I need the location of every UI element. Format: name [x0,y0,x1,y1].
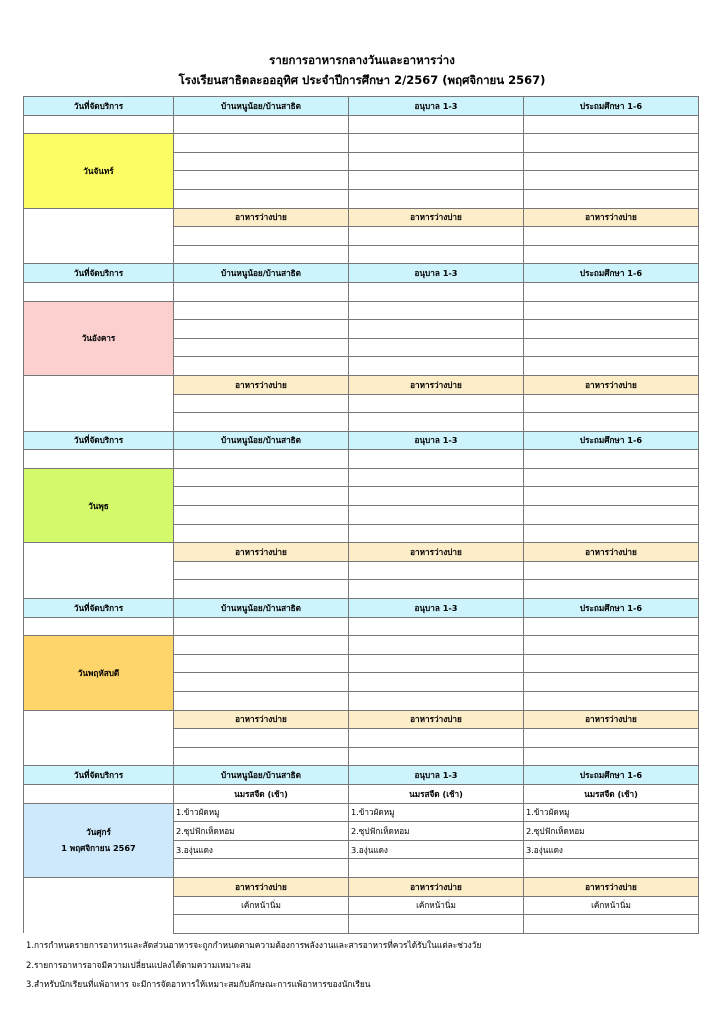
menu-cell [524,227,699,246]
menu-cell [174,357,349,376]
menu-cell [349,692,524,711]
menu-cell [349,468,524,487]
col-kinder-header: อนุบาล 1-3 [349,599,524,618]
menu-cell [524,338,699,357]
friday-name: วันศุกร์ [86,827,111,838]
blank-cell [24,282,174,301]
col-kinder-header: อนุบาล 1-3 [349,431,524,450]
menu-cell [349,747,524,766]
menu-cell [174,227,349,246]
day-label-mon: วันจันทร์ [24,134,174,208]
snack-header-row [24,375,699,394]
table-row [24,747,699,766]
menu-cell [349,413,524,432]
menu-cell [349,227,524,246]
menu-cell [524,692,699,711]
school-subtitle: โรงเรียนสาธิตละอออุทิศ ประจำปีการศึกษา 2/2567 (พฤศจิกายน 2567) [178,73,546,87]
menu-cell [524,729,699,748]
menu-cell [524,450,699,469]
blank-cell [24,729,174,748]
table-row [24,636,699,655]
menu-cell [174,152,349,171]
snack-header-nursery: อาหารว่างบ่าย [174,208,349,227]
blank-cell [24,561,174,580]
snack-header-nursery: อาหารว่างบ่าย [174,543,349,562]
table-row [24,115,699,134]
menu-cell [524,859,699,878]
menu-cell [174,636,349,655]
menu-cell [349,450,524,469]
menu-cell [349,654,524,673]
menu-cell [349,617,524,636]
menu-cell [349,580,524,599]
menu-cell [524,747,699,766]
col-primary-header: ประถมศึกษา 1-6 [524,431,699,450]
day-label-thu: วันพฤหัสบดี [24,636,174,710]
menu-cell [349,245,524,264]
breakfast-nursery: นมรสจืด (เช้า) [174,784,349,803]
menu-cell [349,394,524,413]
snack-item-primary: เค้กหน้านิ่ม [524,896,699,915]
menu-cell [349,134,524,153]
col-primary-header: ประถมศึกษา 1-6 [524,97,699,116]
blank-cell [24,413,174,432]
menu-cell [349,152,524,171]
menu-cell [174,692,349,711]
menu-cell [524,654,699,673]
menu-item-3-kinder: 3.องุ่นแดง [349,840,524,859]
col-day-header: วันที่จัดบริการ [24,599,174,618]
menu-cell [524,245,699,264]
col-primary-header: ประถมศึกษา 1-6 [524,264,699,283]
menu-item-2-nursery: 2.ซุปฟักเห็ดหอม [174,822,349,841]
note-2: 2.รายการอาหารอาจมีความเปลี่ยนแปลงได้ตามความเหมาะสม [26,960,251,970]
breakfast-kinder: นมรสจืด (เช้า) [349,784,524,803]
col-day-header: วันที่จัดบริการ [24,97,174,116]
blank-cell [24,915,174,934]
menu-cell [174,282,349,301]
header-row [24,264,699,283]
table-row [24,134,699,153]
menu-cell [524,617,699,636]
menu-cell [174,115,349,134]
menu-item-1-kinder: 1.ข้าวผัดหมู [349,803,524,822]
menu-cell [174,171,349,190]
friday-date: 1 พฤศจิกายน 2567 [61,843,136,854]
menu-cell [524,320,699,339]
table-row [24,301,699,320]
blank-cell [24,580,174,599]
menu-cell [174,413,349,432]
col-kinder-header: อนุบาล 1-3 [349,766,524,785]
snack-header-kinder: อาหารว่างบ่าย [349,375,524,394]
table-row [24,915,699,934]
col-nursery-header: บ้านหนูน้อย/บ้านสาธิต [174,599,349,618]
col-nursery-header: บ้านหนูน้อย/บ้านสาธิต [174,431,349,450]
col-nursery-header: บ้านหนูน้อย/บ้านสาธิต [174,264,349,283]
snack-header-row [24,543,699,562]
snack-item-nursery: เค้กหน้านิ่ม [174,896,349,915]
snack-header-nursery: อาหารว่างบ่าย [174,877,349,896]
blank-cell [24,543,174,562]
col-primary-header: ประถมศึกษา 1-6 [524,766,699,785]
menu-item-2-kinder: 2.ซุปฟักเห็ดหอม [349,822,524,841]
snack-header-kinder: อาหารว่างบ่าย [349,543,524,562]
menu-cell [174,468,349,487]
header-row [24,766,699,785]
blank-cell [24,877,174,896]
menu-cell [174,859,349,878]
menu-cell [524,636,699,655]
note-1: 1.การกำหนดรายการอาหารและสัดส่วนอาหารจะถูกกำหนดตามความต้องการพลังงานและสารอาหารที่ควรได้รับในแต่ละช่วงวัย [26,940,482,950]
snack-header-kinder: อาหารว่างบ่าย [349,877,524,896]
blank-cell [24,227,174,246]
blank-cell [24,747,174,766]
day-label-tue: วันอังคาร [24,301,174,375]
menu-cell [174,561,349,580]
menu-cell [349,561,524,580]
blank-cell [24,617,174,636]
menu-cell [524,171,699,190]
snack-header-nursery: อาหารว่างบ่าย [174,375,349,394]
menu-cell [174,506,349,525]
table-row [24,561,699,580]
blank-cell [24,710,174,729]
menu-cell [524,468,699,487]
menu-cell [524,115,699,134]
day-label-wed: วันพุธ [24,468,174,542]
menu-cell [174,245,349,264]
col-day-header: วันที่จัดบริการ [24,431,174,450]
blank-cell [24,375,174,394]
menu-cell [524,357,699,376]
snack-header-row [24,877,699,896]
menu-table [23,96,699,934]
menu-cell [349,729,524,748]
menu-cell [349,357,524,376]
menu-cell [524,152,699,171]
snack-header-row [24,208,699,227]
menu-cell [349,859,524,878]
menu-cell [174,654,349,673]
table-row [24,729,699,748]
note-3: 3.สำหรับนักเรียนที่แพ้อาหาร จะมีการจัดอาหารให้เหมาะสมกับลักษณะการแพ้อาหารของนักเรียน [26,979,371,989]
col-kinder-header: อนุบาล 1-3 [349,97,524,116]
menu-cell [349,189,524,208]
menu-cell [524,673,699,692]
menu-cell [174,450,349,469]
menu-cell [174,729,349,748]
snack-header-nursery: อาหารว่างบ่าย [174,710,349,729]
menu-cell [349,171,524,190]
menu-cell [349,115,524,134]
table-row [24,450,699,469]
table-row [24,413,699,432]
menu-cell [524,580,699,599]
menu-item-3-primary: 3.องุ่นแดง [524,840,699,859]
snack-header-primary: อาหารว่างบ่าย [524,208,699,227]
menu-cell [524,413,699,432]
menu-cell [349,320,524,339]
menu-cell [174,301,349,320]
menu-title: รายการอาหารกลางวันและอาหารว่าง [269,53,455,67]
menu-cell [174,338,349,357]
menu-cell [349,673,524,692]
blank-cell [24,115,174,134]
snack-header-primary: อาหารว่างบ่าย [524,375,699,394]
menu-cell [174,915,349,934]
menu-item-1-nursery: 1.ข้าวผัดหมู [174,803,349,822]
menu-cell [174,673,349,692]
menu-cell [349,636,524,655]
table-row [24,282,699,301]
header-row [24,431,699,450]
col-nursery-header: บ้านหนูน้อย/บ้านสาธิต [174,766,349,785]
blank-cell [24,245,174,264]
blank-cell [24,208,174,227]
snack-header-primary: อาหารว่างบ่าย [524,543,699,562]
header-row [24,599,699,618]
snack-header-kinder: อาหารว่างบ่าย [349,208,524,227]
menu-cell [349,338,524,357]
menu-cell [174,394,349,413]
blank-cell [24,450,174,469]
day-label-fri [24,803,174,877]
blank-cell [24,784,174,803]
blank-cell [24,394,174,413]
menu-cell [524,561,699,580]
table-row [24,245,699,264]
col-primary-header: ประถมศึกษา 1-6 [524,599,699,618]
snack-item-kinder: เค้กหน้านิ่ม [349,896,524,915]
snack-header-primary: อาหารว่างบ่าย [524,877,699,896]
snack-header-row [24,710,699,729]
table-row [24,803,699,822]
menu-cell [349,282,524,301]
menu-cell [524,506,699,525]
menu-cell [349,915,524,934]
table-row [24,896,699,915]
table-row [24,394,699,413]
table-row [24,784,699,803]
table-row [24,580,699,599]
menu-cell [174,189,349,208]
menu-cell [349,506,524,525]
menu-cell [174,134,349,153]
menu-cell [174,747,349,766]
menu-cell [174,580,349,599]
menu-cell [174,524,349,543]
col-nursery-header: บ้านหนูน้อย/บ้านสาธิต [174,97,349,116]
menu-cell [524,189,699,208]
menu-cell [524,524,699,543]
menu-cell [524,282,699,301]
menu-cell [524,394,699,413]
menu-cell [174,617,349,636]
snack-header-kinder: อาหารว่างบ่าย [349,710,524,729]
menu-item-2-primary: 2.ซุปฟักเห็ดหอม [524,822,699,841]
table-row [24,227,699,246]
col-day-header: วันที่จัดบริการ [24,766,174,785]
menu-cell [349,524,524,543]
blank-cell [24,896,174,915]
table-row [24,468,699,487]
snack-header-primary: อาหารว่างบ่าย [524,710,699,729]
header-row [24,97,699,116]
menu-item-1-primary: 1.ข้าวผัดหมู [524,803,699,822]
menu-cell [349,487,524,506]
table-row [24,617,699,636]
col-day-header: วันที่จัดบริการ [24,264,174,283]
menu-cell [174,487,349,506]
menu-cell [524,487,699,506]
menu-item-3-nursery: 3.องุ่นแดง [174,840,349,859]
menu-cell [349,301,524,320]
col-kinder-header: อนุบาล 1-3 [349,264,524,283]
breakfast-primary: นมรสจืด (เช้า) [524,784,699,803]
menu-cell [174,320,349,339]
menu-cell [524,915,699,934]
menu-cell [524,134,699,153]
menu-cell [524,301,699,320]
